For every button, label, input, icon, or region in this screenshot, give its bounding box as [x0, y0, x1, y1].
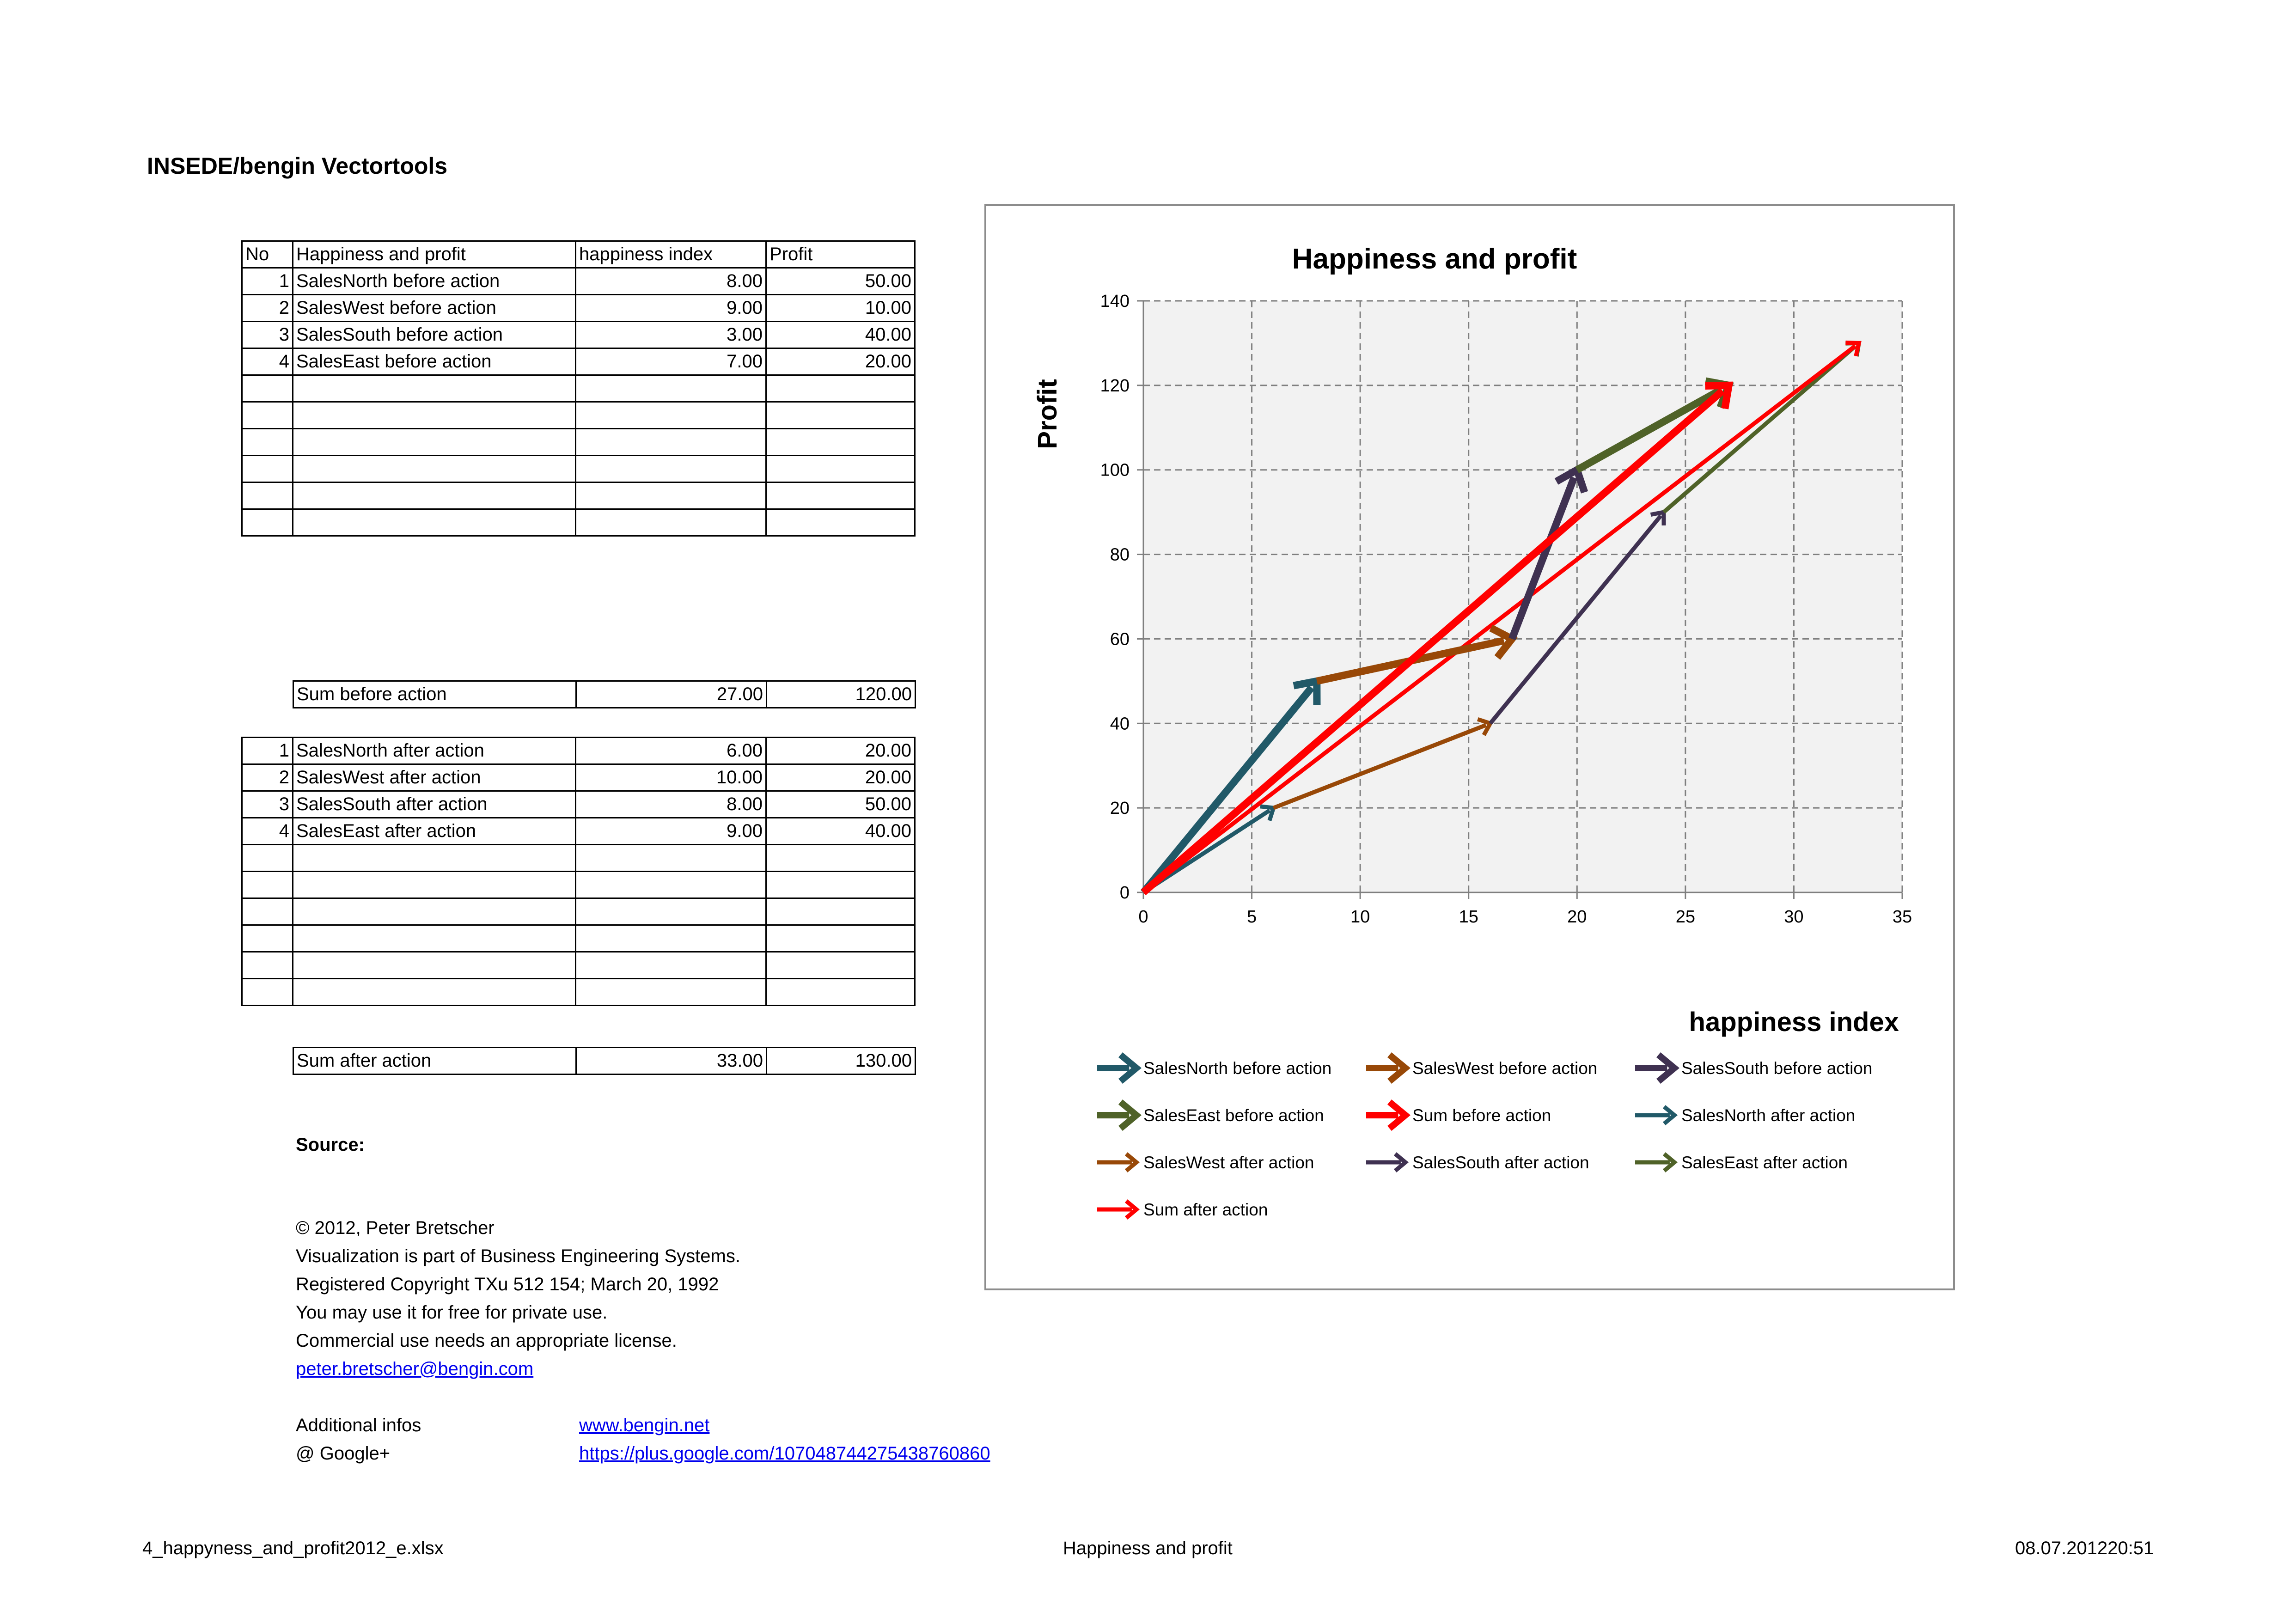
legend-label: Sum before action: [1412, 1106, 1551, 1125]
legend-entry: [1635, 1106, 1855, 1125]
cell-no: [242, 898, 293, 925]
chart-svg: [986, 206, 1953, 1288]
cell-name: SalesSouth before action: [293, 322, 576, 348]
footer-sheet-name: Happiness and profit: [1063, 1538, 1233, 1558]
cell-happiness: 3.00: [576, 322, 766, 348]
cell-profit: [766, 979, 915, 1006]
cell-happiness: [576, 979, 766, 1006]
cell-no: 1: [242, 268, 293, 295]
additional-infos-label: Additional infos: [296, 1415, 421, 1435]
cell-profit: [766, 898, 915, 925]
legend-entry: [1097, 1102, 1324, 1128]
table-after: [241, 737, 916, 1006]
cell-no: 1: [242, 738, 293, 764]
legend-entry: [1366, 1102, 1551, 1128]
cell-profit: 40.00: [766, 322, 915, 348]
cell-happiness: [576, 872, 766, 898]
x-tick-label: 10: [1350, 907, 1370, 927]
legend-arrow-icon: [1635, 1107, 1674, 1124]
google-label: @ Google+: [296, 1443, 391, 1464]
cell-happiness: 9.00: [576, 295, 766, 322]
website-link[interactable]: www.bengin.net: [579, 1415, 710, 1435]
legend-label: SalesSouth after action: [1412, 1153, 1589, 1172]
cell-no: 2: [242, 295, 293, 322]
table-row: [242, 268, 915, 295]
cell-no: 4: [242, 348, 293, 375]
cell-no: [242, 429, 293, 456]
table-row: [242, 872, 915, 898]
cell-happiness: 8.00: [576, 268, 766, 295]
legend-entry: [1366, 1153, 1589, 1172]
cell-profit: [766, 925, 915, 952]
header-no: No: [242, 241, 293, 268]
source-line-1: Visualization is part of Business Engineering Systems.: [296, 1246, 740, 1266]
table-row: [242, 764, 915, 791]
chart-area: [984, 204, 1955, 1290]
y-tick-label: 0: [1119, 883, 1130, 903]
legend-arrow-icon: [1366, 1154, 1405, 1171]
cell-profit: [766, 456, 915, 482]
footer-datetime: 08.07.201220:51: [2015, 1538, 2154, 1558]
x-tick-label: 15: [1459, 907, 1478, 927]
google-plus-link[interactable]: https://plus.google.com/107048744275438760860: [579, 1443, 990, 1464]
cell-name: [293, 509, 576, 536]
sum-after-table: [293, 1047, 916, 1075]
table-row: [242, 295, 915, 322]
cell-profit: 40.00: [766, 818, 915, 845]
chart-title: Happiness and profit: [1292, 243, 1577, 275]
legend-arrow-icon: [1097, 1201, 1136, 1218]
cell-happiness: 8.00: [576, 791, 766, 818]
source-label: Source:: [296, 1135, 365, 1155]
cell-profit: [766, 845, 915, 872]
cell-name: SalesWest before action: [293, 295, 576, 322]
cell-profit: [766, 429, 915, 456]
legend-entry: [1097, 1153, 1314, 1172]
source-line-2: Registered Copyright TXu 512 154; March 20, 1992: [296, 1274, 719, 1294]
cell-name: SalesWest after action: [293, 764, 576, 791]
cell-name: [293, 898, 576, 925]
legend-arrow-icon: [1366, 1102, 1405, 1128]
cell-happiness: [576, 509, 766, 536]
y-tick-label: 80: [1110, 545, 1130, 565]
cell-name: SalesNorth after action: [293, 738, 576, 764]
x-tick-label: 20: [1567, 907, 1587, 927]
legend-label: Sum after action: [1143, 1200, 1268, 1219]
legend-entry: [1366, 1055, 1597, 1081]
cell-profit: [766, 872, 915, 898]
x-tick-label: 35: [1892, 907, 1912, 927]
cell-no: [242, 979, 293, 1006]
x-tick-label: 25: [1675, 907, 1695, 927]
cell-profit: 20.00: [766, 348, 915, 375]
table-row: [242, 791, 915, 818]
cell-no: [242, 482, 293, 509]
y-tick-label: 60: [1110, 629, 1130, 649]
cell-profit: 20.00: [766, 738, 915, 764]
sum-after-row: [293, 1048, 916, 1075]
table-row: [242, 456, 915, 482]
legend-label: SalesNorth after action: [1681, 1106, 1856, 1125]
legend-arrow-icon: [1097, 1102, 1136, 1128]
x-axis-label: happiness index: [1689, 1007, 1899, 1037]
legend-label: SalesWest before action: [1412, 1059, 1598, 1078]
cell-name: [293, 429, 576, 456]
sum-before-profit: 120.00: [767, 681, 916, 708]
cell-no: 2: [242, 764, 293, 791]
table-row: [242, 348, 915, 375]
sum-before-row: [293, 681, 916, 708]
header-happiness: happiness index: [576, 241, 766, 268]
table-before: [241, 240, 916, 537]
table-row: [242, 845, 915, 872]
legend-arrow-icon: [1097, 1154, 1136, 1171]
cell-happiness: [576, 898, 766, 925]
cell-profit: [766, 402, 915, 429]
sum-after-happiness: 33.00: [576, 1048, 767, 1075]
cell-name: [293, 845, 576, 872]
page-title: INSEDE/bengin Vectortools: [147, 153, 448, 179]
table-row: [242, 925, 915, 952]
cell-happiness: 10.00: [576, 764, 766, 791]
legend-entry: [1635, 1153, 1848, 1172]
cell-no: [242, 456, 293, 482]
header-profit: Profit: [766, 241, 915, 268]
source-line-4: Commercial use needs an appropriate license.: [296, 1331, 677, 1351]
sum-after-profit: 130.00: [767, 1048, 916, 1075]
cell-happiness: [576, 845, 766, 872]
cell-happiness: [576, 952, 766, 979]
header-name: Happiness and profit: [293, 241, 576, 268]
cell-no: [242, 872, 293, 898]
cell-name: [293, 979, 576, 1006]
table-row: [242, 898, 915, 925]
cell-profit: [766, 509, 915, 536]
table-row: [242, 979, 915, 1006]
cell-name: SalesEast after action: [293, 818, 576, 845]
legend-arrow-icon: [1635, 1154, 1674, 1171]
x-tick-label: 5: [1247, 907, 1257, 927]
cell-no: 3: [242, 322, 293, 348]
legend-entry: [1097, 1055, 1331, 1081]
cell-name: [293, 925, 576, 952]
legend-arrow-icon: [1366, 1055, 1405, 1081]
legend-label: SalesWest after action: [1143, 1153, 1314, 1172]
cell-name: SalesEast before action: [293, 348, 576, 375]
cell-profit: [766, 482, 915, 509]
cell-happiness: [576, 375, 766, 402]
legend-entry: [1097, 1200, 1268, 1219]
x-tick-label: 0: [1138, 907, 1148, 927]
cell-name: [293, 952, 576, 979]
sum-after-label: Sum after action: [293, 1048, 576, 1075]
table-row: [242, 738, 915, 764]
table-row: [242, 429, 915, 456]
email-link[interactable]: peter.bretscher@bengin.com: [296, 1359, 534, 1379]
table-row: [242, 402, 915, 429]
cell-name: [293, 456, 576, 482]
y-tick-label: 140: [1100, 292, 1130, 311]
cell-name: [293, 482, 576, 509]
table-header-row: [242, 241, 915, 268]
cell-no: [242, 925, 293, 952]
cell-profit: [766, 375, 915, 402]
table-row: [242, 818, 915, 845]
legend-label: SalesSouth before action: [1681, 1059, 1873, 1078]
cell-happiness: 9.00: [576, 818, 766, 845]
cell-no: [242, 952, 293, 979]
table-row: [242, 375, 915, 402]
table-row: [242, 322, 915, 348]
footer-filename: 4_happyness_and_profit2012_e.xlsx: [142, 1538, 444, 1558]
cell-no: 4: [242, 818, 293, 845]
cell-profit: 50.00: [766, 791, 915, 818]
cell-happiness: [576, 482, 766, 509]
legend-arrow-icon: [1097, 1055, 1136, 1081]
cell-name: [293, 402, 576, 429]
cell-no: [242, 509, 293, 536]
cell-happiness: 7.00: [576, 348, 766, 375]
legend-entry: [1635, 1055, 1872, 1081]
legend-label: SalesEast before action: [1143, 1106, 1324, 1125]
cell-happiness: [576, 429, 766, 456]
cell-no: [242, 402, 293, 429]
cell-profit: 10.00: [766, 295, 915, 322]
table-row: [242, 952, 915, 979]
cell-no: 3: [242, 791, 293, 818]
y-tick-label: 20: [1110, 799, 1130, 818]
cell-name: [293, 872, 576, 898]
legend-label: SalesNorth before action: [1143, 1059, 1332, 1078]
legend-label: SalesEast after action: [1681, 1153, 1848, 1172]
y-axis-label: Profit: [1032, 379, 1063, 449]
cell-name: SalesSouth after action: [293, 791, 576, 818]
cell-happiness: [576, 402, 766, 429]
x-tick-label: 30: [1784, 907, 1804, 927]
source-line-3: You may use it for free for private use.: [296, 1302, 608, 1323]
cell-name: SalesNorth before action: [293, 268, 576, 295]
cell-profit: [766, 952, 915, 979]
cell-no: [242, 375, 293, 402]
cell-happiness: 6.00: [576, 738, 766, 764]
cell-profit: 50.00: [766, 268, 915, 295]
cell-happiness: [576, 456, 766, 482]
y-tick-label: 120: [1100, 376, 1130, 396]
table-row: [242, 482, 915, 509]
legend-arrow-icon: [1635, 1055, 1674, 1081]
copyright-text: © 2012, Peter Bretscher: [296, 1218, 495, 1238]
y-tick-label: 40: [1110, 714, 1130, 734]
sum-before-happiness: 27.00: [576, 681, 767, 708]
cell-name: [293, 375, 576, 402]
cell-profit: 20.00: [766, 764, 915, 791]
cell-no: [242, 845, 293, 872]
sum-before-label: Sum before action: [293, 681, 576, 708]
table-row: [242, 509, 915, 536]
y-tick-label: 100: [1100, 460, 1130, 480]
cell-happiness: [576, 925, 766, 952]
sum-before-table: [293, 680, 916, 708]
